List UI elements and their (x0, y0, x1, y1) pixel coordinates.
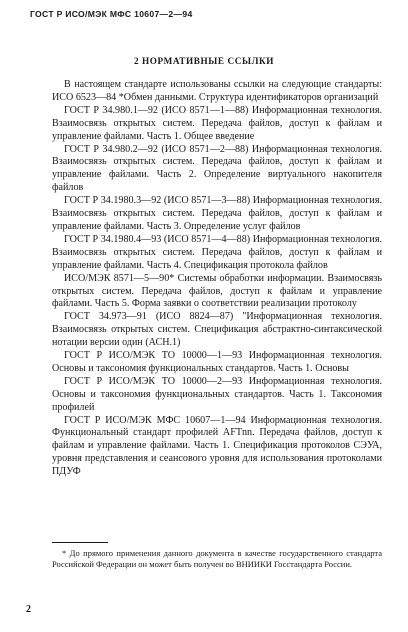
reference-paragraph: В настоящем стандарте использованы ссылки на следующие стандарты: ИСО 6523—84 *Обмен данными. Структура идентификаторов организаций (52, 79, 382, 103)
reference-paragraph: ГОСТ Р 34.980.1—92 (ИСО 8571—1—88) Информационная технология. Взаимосвязь открытых систем. Передача файлов, доступ к файлам и управление файлами. Часть 1. Общее введение (52, 104, 382, 142)
section-title: 2 НОРМАТИВНЫЕ ССЫЛКИ (133, 56, 275, 66)
footnote: * До прямого применения данного документа в качестве государственного стандарта Российской Федерации он может быть получен во ВНИИКИ Госстандарта России. (52, 548, 382, 569)
references-body (52, 79, 382, 479)
reference-paragraph: ИСО/МЭК 8571—5—90* Системы обработки информации. Взаимосвязь открытых систем. Передача файлов, доступ к файлам и управление файлами. Часть 5. Форма заявки о соответствии реализации протоколу (52, 272, 382, 310)
reference-paragraph: ГОСТ Р 34.1980.4—93 (ИСО 8571—4—88) Информационная технология. Взаимосвязь открытых систем. Передача файлов, доступ к файлам и управление файлами. Часть 4. Спецификация протокола файлов (52, 233, 382, 271)
reference-paragraph: ГОСТ Р ИСО/МЭК ТО 10000—1—93 Информационная технология. Основы и таксономия функциональных стандартов. Часть 1. Основы (52, 350, 382, 374)
reference-paragraph: ГОСТ Р 34.1980.3—92 (ИСО 8571—3—88) Информационная технология. Взаимосвязь открытых систем. Передача файлов, доступ к файлам и управление файлами. Часть 3. Определение услуг файлов (52, 195, 382, 232)
page-number: 2 (26, 604, 31, 615)
reference-paragraph: ГОСТ Р 34.980.2—92 (ИСО 8571—2—88) Информационная технология. Взаимосвязь открытых систем. Передача файлов, доступ к файлам и управление файлами. Часть 2. Определение виртуального накопителя файлов (52, 143, 382, 194)
reference-paragraph: ГОСТ Р ИСО/МЭК ТО 10000—2—93 Информационная технология. Основы и таксономия функциональных стандартов. Часть 1. Таксономия профилей (52, 375, 382, 413)
reference-paragraph: ГОСТ Р ИСО/МЭК МФС 10607—1—94 Информационная технология. Функциональный стандарт профилей AFTnn. Передача файлов, доступ к файлам и управление файлами. Часть 1. Спецификация протоколов СЭУА, уровня представления и сеансового уровня для использования протоколами ПДУФ (52, 414, 382, 478)
footnote-divider (52, 542, 108, 543)
running-header: ГОСТ Р ИСО/МЭК МФС 10607—2—94 (30, 9, 193, 19)
reference-paragraph: ГОСТ 34.973—91 (ИСО 8824—87) "Информационная технология. Взаимосвязь открытых систем. Спецификация абстрактно-синтаксической нотации версии один (АСН.1) (52, 311, 382, 349)
